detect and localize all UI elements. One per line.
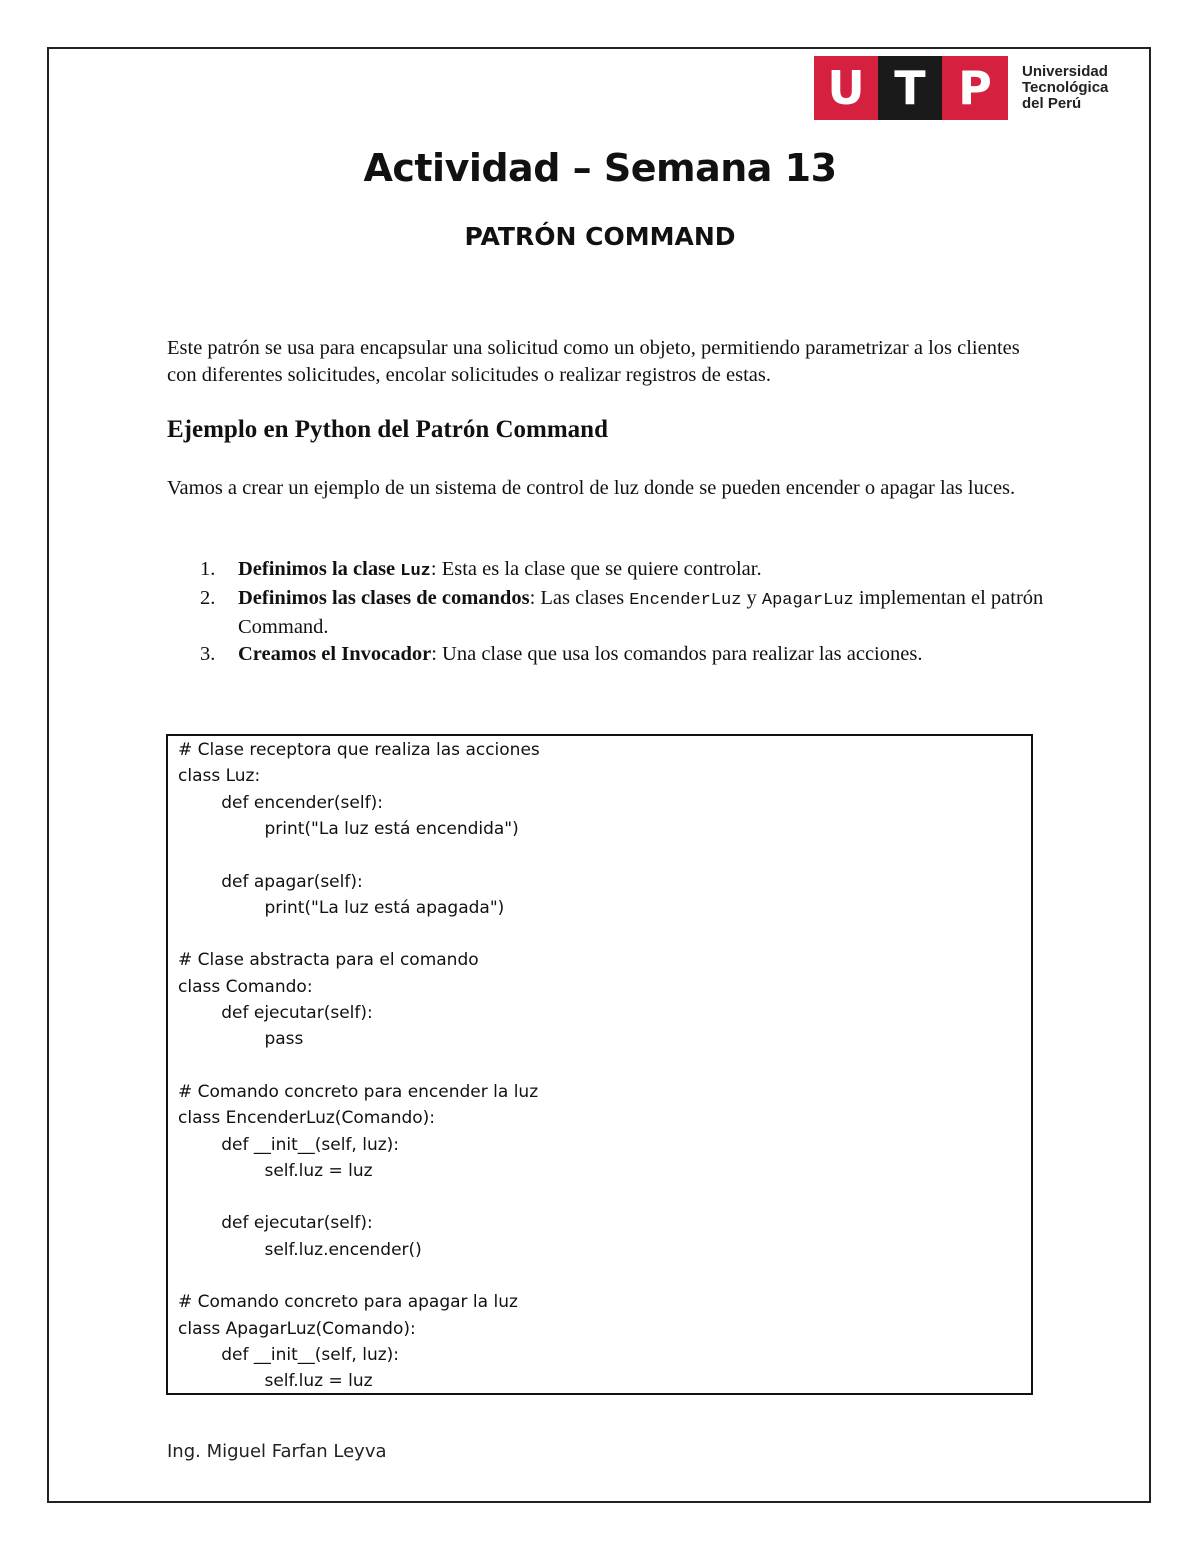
logo-university-name — [1022, 64, 1108, 112]
list-item — [200, 641, 1060, 668]
list-item — [200, 556, 1060, 585]
code-box — [166, 734, 1033, 1395]
code-line: class ApagarLuz(Comando): — [178, 1318, 416, 1339]
document-title: Actividad – Semana 13 — [363, 146, 837, 190]
step-code: Luz — [400, 562, 431, 581]
step-code: ApagarLuz — [761, 591, 854, 610]
code-line: print("La luz está apagada") — [178, 897, 505, 918]
code-line: print("La luz está encendida") — [178, 818, 519, 839]
code-line: def __init__(self, luz): — [178, 1344, 399, 1365]
code-line: self.luz.encender() — [178, 1239, 422, 1260]
step-text: : Esta es la clase que se quiere controlar. — [430, 558, 762, 580]
footer-author: Ing. Miguel Farfan Leyva — [167, 1441, 387, 1462]
code-line: class Comando: — [178, 976, 313, 997]
code-line: # Clase abstracta para el comando — [178, 950, 479, 971]
step-text: implementan el patrón Command. — [238, 587, 1044, 638]
step-bold: Definimos la clase — [238, 558, 401, 580]
logo-line-3: del Perú — [1022, 95, 1082, 112]
code-line: class Luz: — [178, 766, 261, 787]
code-line: def ejecutar(self): — [178, 1213, 373, 1234]
code-line: # Comando concreto para apagar la luz — [178, 1292, 518, 1313]
step-bold: Definimos las clases de comandos — [238, 587, 530, 609]
logo-letter-p: P — [942, 56, 1008, 120]
logo-line-2: Tecnológica — [1022, 79, 1109, 96]
code-line: def apagar(self): — [178, 871, 363, 892]
step-bold: Creamos el Invocador — [238, 643, 432, 665]
steps-list — [200, 556, 1060, 668]
code-line: # Clase receptora que realiza las acciones — [178, 740, 540, 760]
code-line: def ejecutar(self): — [178, 1003, 373, 1023]
code-line: self.luz = luz — [178, 1371, 373, 1392]
step-text: : Las clases — [529, 587, 630, 609]
step-text: : Una clase que usa los comandos para realizar las acciones. — [431, 643, 923, 665]
step-code: EncenderLuz — [629, 591, 742, 610]
code-line: def encender(self): — [178, 792, 383, 813]
list-item — [200, 585, 1060, 641]
step-number: 3. — [200, 643, 216, 665]
intro-paragraph: Este patrón se usa para encapsular una solicitud como un objeto, permitiendo parametrizar a los clientes con diferentes solicitudes, encolar solicitudes o realizar registros de estas. — [167, 337, 1020, 386]
code-line: self.luz = luz — [178, 1160, 373, 1181]
logo-letter-t: T — [878, 56, 942, 120]
logo-letter-u: U — [814, 56, 878, 120]
code-line: def __init__(self, luz): — [178, 1134, 399, 1155]
document-subtitle: PATRÓN COMMAND — [464, 222, 736, 251]
section-heading: Ejemplo en Python del Patrón Command — [167, 416, 608, 443]
utp-logo — [814, 56, 1108, 120]
step-number: 2. — [200, 587, 216, 609]
code-line: pass — [178, 1029, 304, 1050]
step-number: 1. — [200, 558, 216, 580]
logo-line-1: Universidad — [1022, 63, 1108, 80]
description-paragraph: Vamos a crear un ejemplo de un sistema de control de luz donde se pueden encender o apagar las luces. — [167, 477, 1016, 499]
step-text: y — [741, 587, 762, 609]
code-line: # Comando concreto para encender la luz — [178, 1081, 539, 1102]
code-line: class EncenderLuz(Comando): — [178, 1108, 436, 1129]
